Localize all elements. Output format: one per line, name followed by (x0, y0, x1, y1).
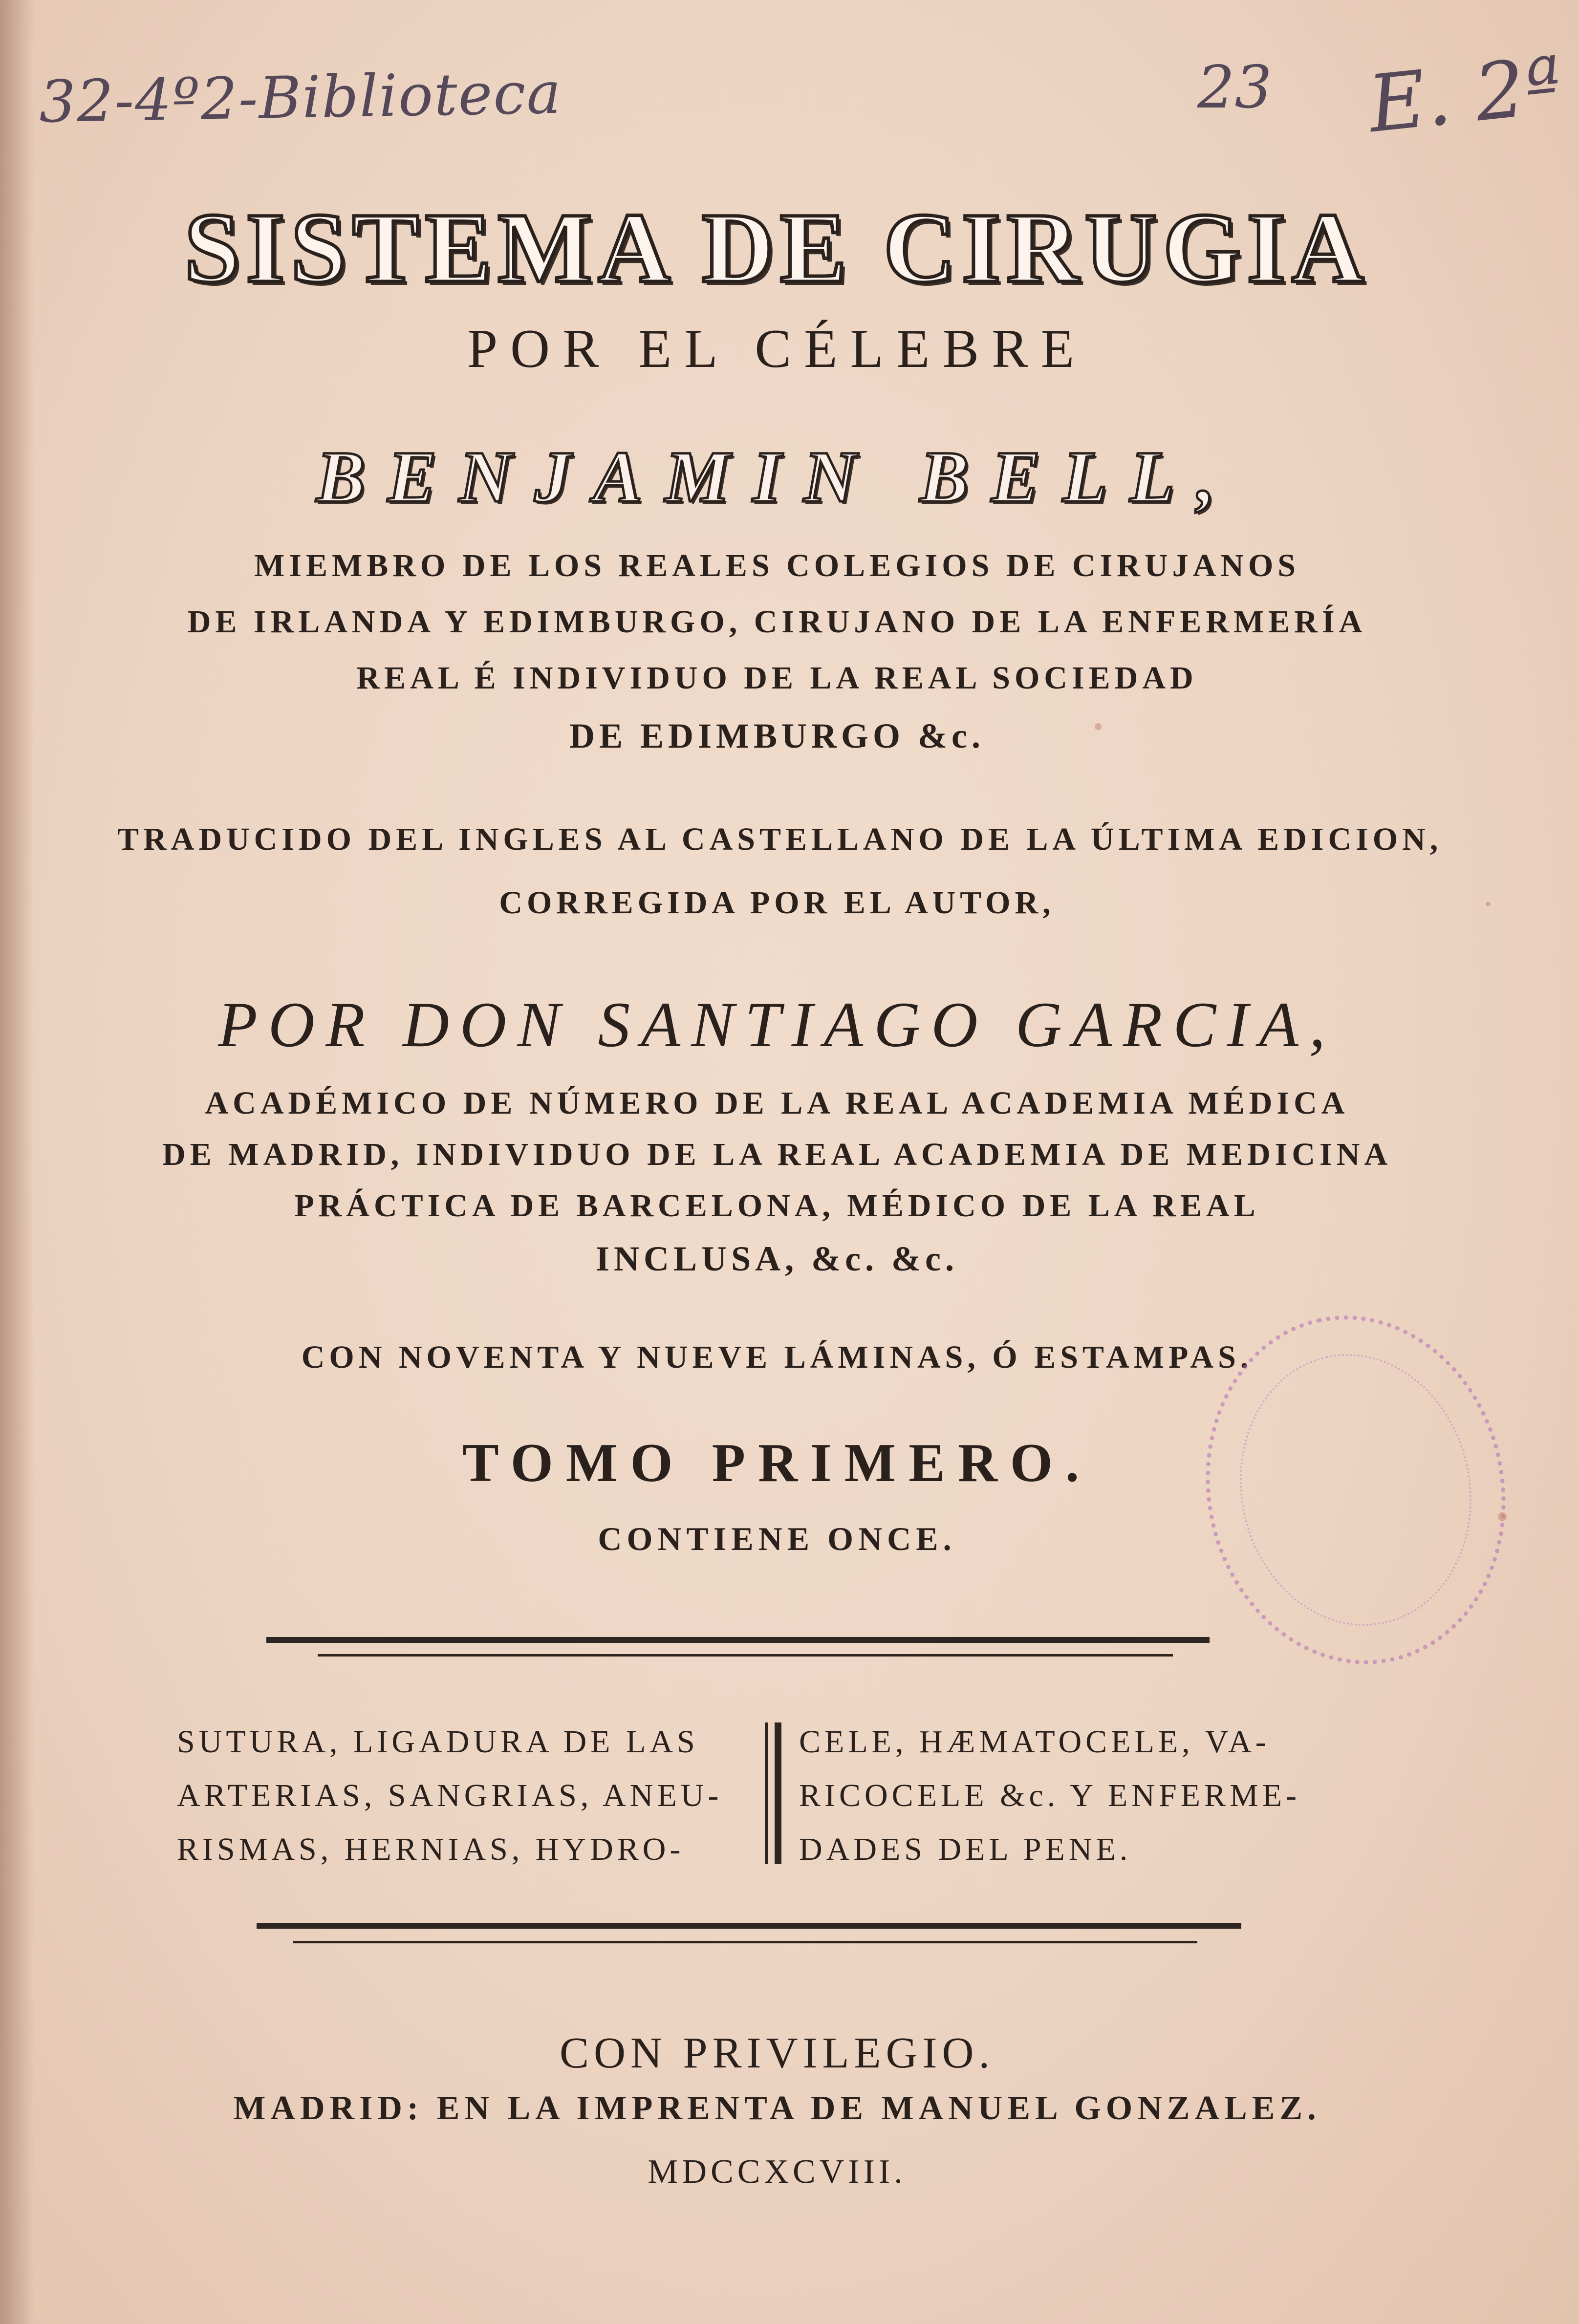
publication-date: MDCCXCVIII. (648, 2153, 907, 2191)
translator-credentials-line: ACADÉMICO DE NÚMERO DE LA REAL ACADEMIA MÉDICA (205, 1085, 1349, 1121)
plates-note: CON NOVENTA Y NUEVE LÁMINAS, Ó ESTAMPAS. (301, 1339, 1253, 1375)
ornamental-rule-bottom-thin (293, 1941, 1197, 1943)
translator-name: POR DON SANTIAGO GARCIA, (218, 989, 1336, 1060)
author-credentials-line: REAL É INDIVIDUO DE LA REAL SOCIEDAD (356, 660, 1198, 696)
column-divider (775, 1722, 781, 1864)
paper-speck (1095, 723, 1102, 730)
privilege-line: CON PRIVILEGIO. (560, 2029, 995, 2077)
ornamental-rule-top (266, 1637, 1210, 1643)
translator-credentials-line: DE MADRID, INDIVIDUO DE LA REAL ACADEMIA DE MEDICINA (162, 1137, 1392, 1172)
translator-credentials-line: PRÁCTICA DE BARCELONA, MÉDICO DE LA REAL (294, 1188, 1260, 1224)
handwritten-mark: E. 2ª (1364, 39, 1567, 151)
contents-right-line: CELE, HÆMATOCELE, VA- (799, 1724, 1270, 1760)
handwritten-shelfmark: 32-4º2-Biblioteca (38, 59, 562, 136)
translation-note-line: CORREGIDA POR EL AUTOR, (499, 885, 1055, 921)
translator-credentials-line: INCLUSA, &c. &c. (596, 1239, 958, 1278)
volume-label: TOMO PRIMERO. (462, 1433, 1092, 1493)
contents-left-line: ARTERIAS, SANGRIAS, ANEU- (177, 1778, 723, 1813)
ornamental-rule-bottom (257, 1923, 1241, 1929)
book-title: SISTEMA DE CIRUGIA (184, 193, 1370, 303)
translation-note-line: TRADUCIDO DEL INGLES AL CASTELLANO DE LA ÚLTIMA EDICION, (117, 821, 1443, 857)
contents-label: CONTIENE ONCE. (598, 1520, 956, 1557)
ornamental-rule-top-thin (318, 1654, 1173, 1657)
contents-right-line: DADES DEL PENE. (799, 1831, 1132, 1867)
column-divider (765, 1722, 768, 1864)
contents-column-left (177, 1715, 722, 1876)
author-name: BENJAMIN BELL, (316, 436, 1238, 517)
author-credentials-line: DE EDIMBURGO &c. (569, 716, 985, 755)
contents-right-line: RICOCELE &c. Y ENFERME- (799, 1778, 1301, 1813)
handwritten-number: 23 (1197, 54, 1272, 122)
paper-speck (1498, 1512, 1507, 1521)
by-line: POR EL CÉLEBRE (467, 319, 1087, 379)
contents-left-line: SUTURA, LIGADURA DE LAS (177, 1724, 699, 1760)
author-credentials-line: MIEMBRO DE LOS REALES COLEGIOS DE CIRUJANOS (254, 548, 1300, 583)
imprint-line: MADRID: EN LA IMPRENTA DE MANUEL GONZALEZ. (233, 2089, 1321, 2127)
contents-left-line: RISMAS, HERNIAS, HYDRO- (177, 1831, 685, 1867)
contents-column-right (799, 1715, 1300, 1876)
paper-speck (1486, 902, 1491, 906)
author-credentials-line: DE IRLANDA Y EDIMBURGO, CIRUJANO DE LA ENFERMERÍA (187, 604, 1367, 640)
